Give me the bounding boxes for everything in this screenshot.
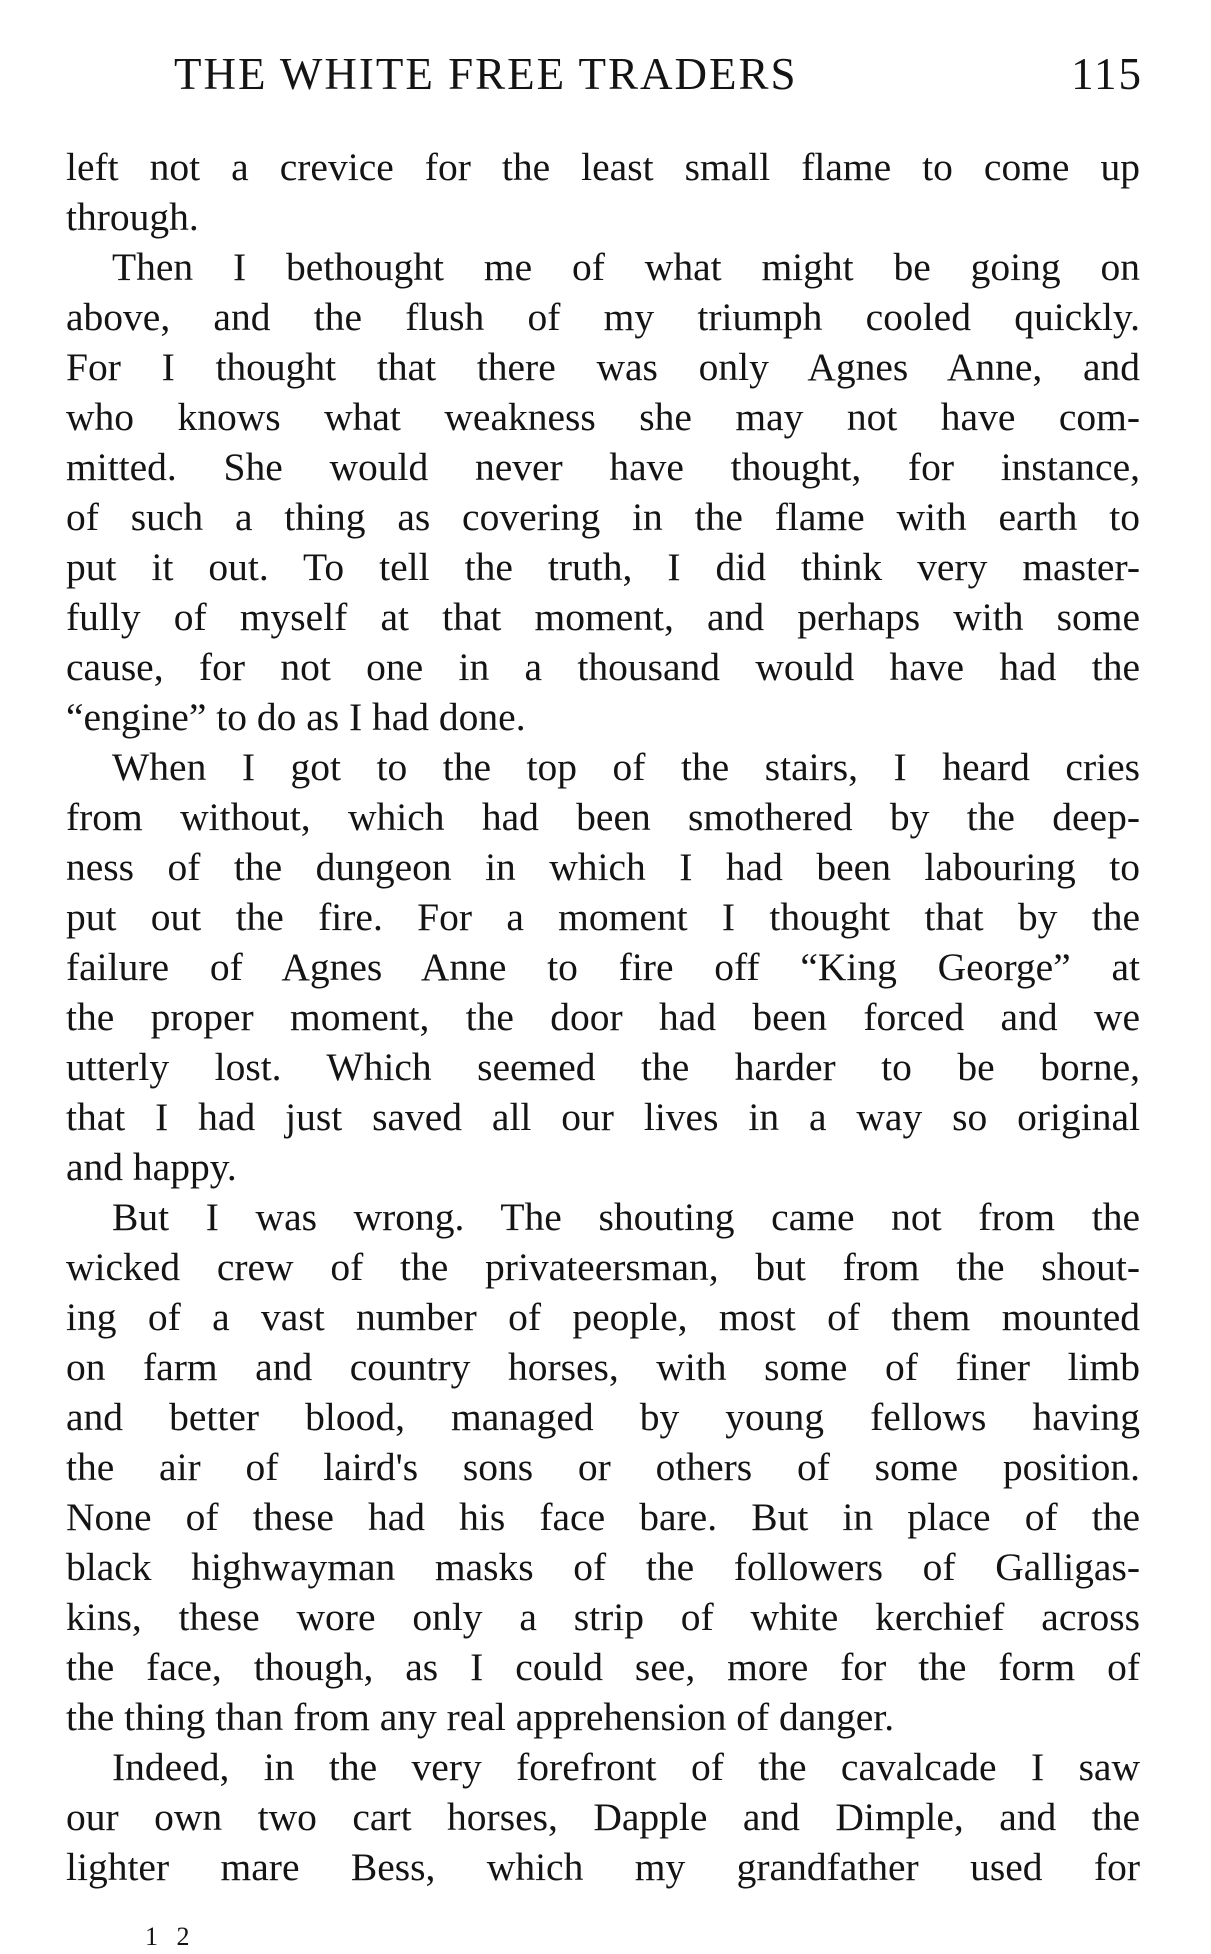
text-line: Indeed, in the very forefront of the cavalcade I saw bbox=[112, 1745, 1140, 1789]
text-line: put it out. To tell the truth, I did think very master- bbox=[66, 545, 1140, 589]
text-line: through. bbox=[66, 195, 199, 239]
text-line: failure of Agnes Anne to fire off “King George” at bbox=[66, 945, 1140, 989]
text-line: ing of a vast number of people, most of them mounted bbox=[66, 1295, 1140, 1339]
paragraph bbox=[66, 1742, 1140, 1892]
text-line: For I thought that there was only Agnes Anne, and bbox=[66, 345, 1140, 389]
running-title: THE WHITE FREE TRADERS bbox=[174, 49, 798, 99]
text-line: cause, for not one in a thousand would have had the bbox=[66, 645, 1140, 689]
paragraph bbox=[66, 242, 1140, 742]
body-text bbox=[66, 142, 1140, 1892]
text-line: black highwayman masks of the followers of Galligas- bbox=[66, 1545, 1140, 1589]
text-line: of such a thing as covering in the flame with earth to bbox=[66, 495, 1140, 539]
text-line: utterly lost. Which seemed the harder to be borne, bbox=[66, 1045, 1140, 1089]
text-line: When I got to the top of the stairs, I heard cries bbox=[112, 745, 1140, 789]
text-line: that I had just saved all our lives in a way so original bbox=[66, 1095, 1140, 1139]
text-line: lighter mare Bess, which my grandfather used for bbox=[66, 1845, 1140, 1889]
paragraph bbox=[66, 1192, 1140, 1742]
paragraph bbox=[66, 742, 1140, 1192]
running-head bbox=[66, 44, 1145, 104]
text-line: our own two cart horses, Dapple and Dimple, and the bbox=[66, 1795, 1140, 1839]
text-line: and happy. bbox=[66, 1145, 237, 1189]
paragraph bbox=[66, 142, 1140, 242]
text-line: put out the fire. For a moment I thought that by the bbox=[66, 895, 1140, 939]
text-line: kins, these wore only a strip of white kerchief across bbox=[66, 1595, 1140, 1639]
text-line: on farm and country horses, with some of finer limb bbox=[66, 1345, 1140, 1389]
text-line: the face, though, as I could see, more for the form of bbox=[66, 1645, 1140, 1689]
signature-mark: 1 2 bbox=[145, 1922, 196, 1951]
text-line: “engine” to do as I had done. bbox=[66, 695, 526, 739]
text-line: the air of laird's sons or others of some position. bbox=[66, 1445, 1140, 1489]
text-line: fully of myself at that moment, and perhaps with some bbox=[66, 595, 1140, 639]
text-line: None of these had his face bare. But in place of the bbox=[66, 1495, 1140, 1539]
page-number: 115 bbox=[1071, 49, 1143, 99]
text-line: who knows what weakness she may not have com- bbox=[66, 395, 1140, 439]
text-line: the thing than from any real apprehension of danger. bbox=[66, 1695, 895, 1739]
text-line: left not a crevice for the least small flame to come up bbox=[66, 145, 1140, 189]
text-line: But I was wrong. The shouting came not from the bbox=[112, 1195, 1140, 1239]
text-line: and better blood, managed by young fellows having bbox=[66, 1395, 1140, 1439]
text-line: wicked crew of the privateersman, but from the shout- bbox=[66, 1245, 1140, 1289]
text-line: above, and the flush of my triumph cooled quickly. bbox=[66, 295, 1140, 339]
text-line: ness of the dungeon in which I had been labouring to bbox=[66, 845, 1140, 889]
text-line: the proper moment, the door had been forced and we bbox=[66, 995, 1140, 1039]
text-line: mitted. She would never have thought, for instance, bbox=[66, 445, 1140, 489]
text-line: Then I bethought me of what might be going on bbox=[112, 245, 1140, 289]
text-line: from without, which had been smothered by the deep- bbox=[66, 795, 1140, 839]
